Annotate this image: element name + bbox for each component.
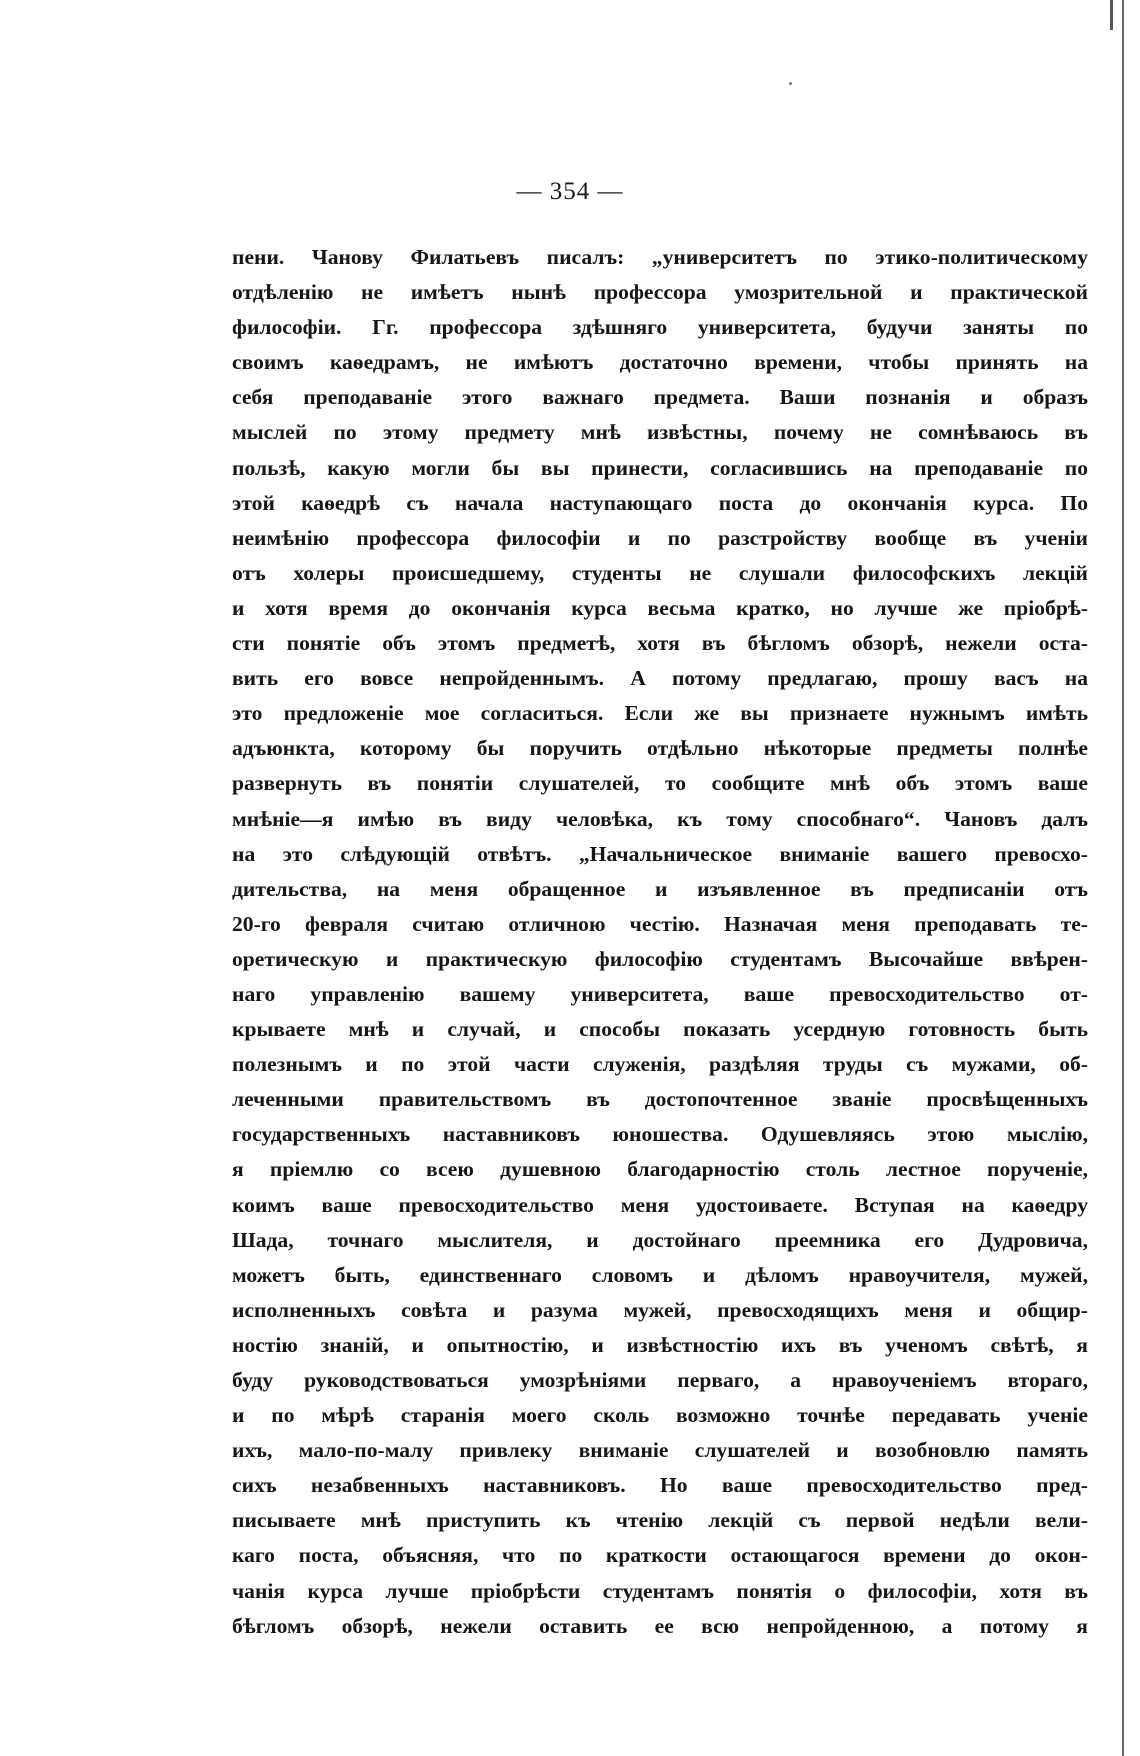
text-line: наго управленію вашему университета, ваше превосходительство от- xyxy=(232,981,1088,1006)
text-line: коимъ ваше превосходительство меня удостоиваете. Вступая на каѳедру xyxy=(232,1192,1088,1217)
text-line: каго поста, объясняя, что по краткости остающагося времени до окон- xyxy=(232,1543,1088,1568)
text-line: государственныхъ наставниковъ юношества. Одушевляясь этою мыслію, xyxy=(232,1122,1088,1147)
text-line: пени. Чанову Филатьевъ писалъ: „университетъ по этико-политическому xyxy=(232,245,1088,269)
text-line: вить его вовсе непройденнымъ. А потому предлагаю, прошу васъ на xyxy=(232,666,1088,691)
text-line: леченными правительствомъ въ достопочтенное званіе просвѣщенныхъ xyxy=(232,1087,1088,1112)
text-line: Шада, точнаго мыслителя, и достойнаго преемника его Дудровича, xyxy=(232,1227,1088,1252)
text-line: неимѣнію профессора философіи и по разстройству вообще въ ученіи xyxy=(232,525,1088,550)
text-line: и хотя время до окончанія курса весьма кратко, но лучше же пріобрѣ- xyxy=(232,595,1088,620)
text-line: развернуть въ понятіи слушателей, то сообщите мнѣ объ этомъ ваше xyxy=(232,771,1088,796)
text-line: бѣгломъ обзорѣ, нежели оставить ее всю непройденною, а потому я xyxy=(232,1613,1088,1638)
text-line: своимъ каѳедрамъ, не имѣютъ достаточно времени, чтобы принять на xyxy=(232,350,1088,375)
text-line: мыслей по этому предмету мнѣ извѣстны, почему не сомнѣваюсь въ xyxy=(232,420,1088,445)
scan-edge-mark xyxy=(1110,0,1113,30)
text-line: этой каѳедрѣ съ начала наступающаго поста до окончанія курса. По xyxy=(232,490,1088,515)
text-line: отъ холеры происшедшему, студенты не слушали философскихъ лекцій xyxy=(232,560,1088,585)
text-line: буду руководствоваться умозрѣніями перваго, а нравоученіемъ втораго, xyxy=(232,1368,1088,1392)
text-line: я пріемлю со всею душевною благодарностію столь лестное порученіе, xyxy=(232,1157,1088,1182)
text-line: оретическую и практическую философію студентамъ Высочайше ввѣрен- xyxy=(232,946,1088,971)
text-line: ихъ, мало-по-малу привлеку вниманіе слушателей и возобновлю память xyxy=(232,1438,1088,1463)
page-number: — 354 — xyxy=(516,178,624,205)
text-line: полезнымъ и по этой части служенія, раздѣляя труды съ мужами, об- xyxy=(232,1052,1088,1077)
text-line: крываете мнѣ и случай, и способы показать усердную готовность быть xyxy=(232,1017,1088,1042)
text-line: и по мѣрѣ старанія моего сколь возможно точнѣе передавать ученіе xyxy=(232,1403,1088,1428)
text-line: это предложеніе мое согласиться. Если же вы признаете нужнымъ имѣть xyxy=(232,701,1088,726)
text-line: мнѣніе—я имѣю въ виду человѣка, къ тому способнаго“. Чановъ далъ xyxy=(232,806,1088,831)
text-line: отдѣленію не имѣетъ нынѣ профессора умозрительной и практической xyxy=(232,280,1088,305)
scan-speck xyxy=(789,82,792,85)
text-line: чанія курса лучше пріобрѣсти студентамъ понятія о философіи, хотя въ xyxy=(232,1578,1088,1603)
text-line: ностію знаній, и опытностію, и извѣстностію ихъ въ ученомъ свѣтѣ, я xyxy=(232,1332,1088,1357)
body-text xyxy=(232,240,1088,1644)
text-line: на это слѣдующій отвѣтъ. „Начальническое вниманіе вашего превосхо- xyxy=(232,841,1088,866)
text-line: философіи. Гг. профессора здѣшняго университета, будучи заняты по xyxy=(232,315,1088,340)
text-line: сихъ незабвенныхъ наставниковъ. Но ваше превосходительство пред- xyxy=(232,1473,1088,1498)
text-line: писываете мнѣ приступить къ чтенію лекцій съ первой недѣли вели- xyxy=(232,1508,1088,1533)
scan-edge-line xyxy=(1122,0,1124,1756)
text-line: пользѣ, какую могли бы вы принести, согласившись на преподаваніе по xyxy=(232,455,1088,480)
text-line: себя преподаваніе этого важнаго предмета. Ваши познанія и образъ xyxy=(232,385,1088,410)
text-line: исполненныхъ совѣта и разума мужей, превосходящихъ меня и общир- xyxy=(232,1297,1088,1322)
text-line: дительства, на меня обращенное и изъявленное въ предписаніи отъ xyxy=(232,876,1088,901)
text-line: адъюнкта, которому бы поручить отдѣльно нѣкоторые предметы полнѣе xyxy=(232,736,1088,761)
text-line: сти понятіе объ этомъ предметѣ, хотя въ бѣгломъ обзорѣ, нежели оста- xyxy=(232,631,1088,656)
text-line: 20-го февраля считаю отличною честію. Назначая меня преподавать те- xyxy=(232,911,1088,936)
text-line: можетъ быть, единственнаго словомъ и дѣломъ нравоучителя, мужей, xyxy=(232,1262,1088,1287)
